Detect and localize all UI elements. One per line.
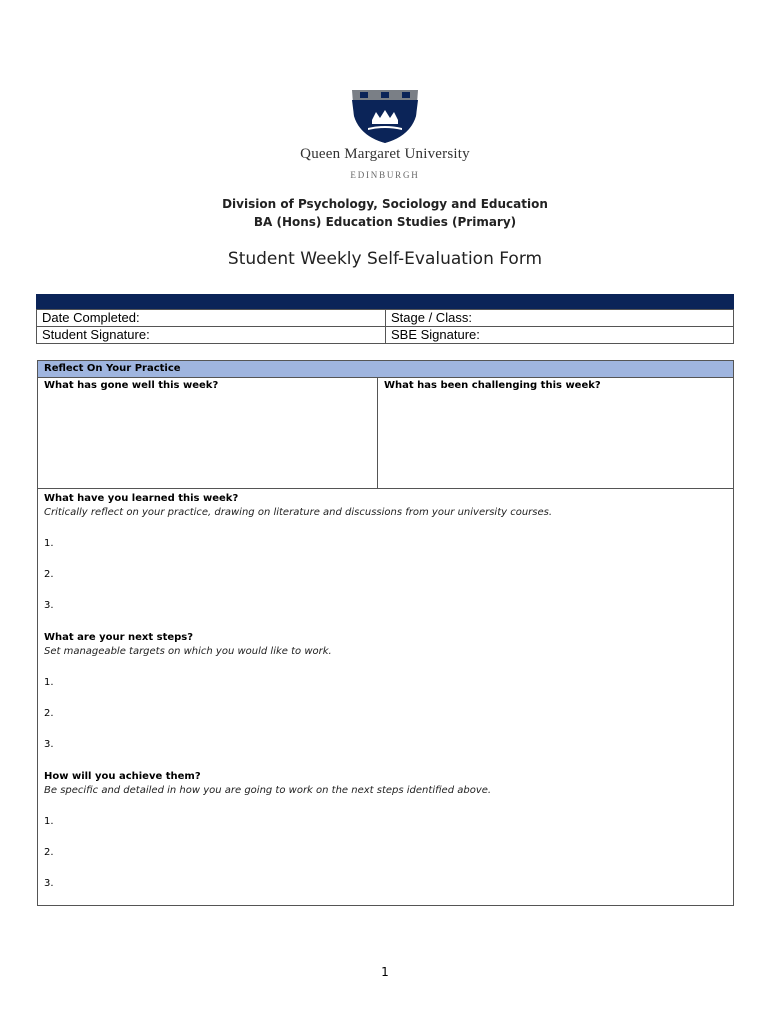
next-steps-section[interactable]	[38, 630, 733, 751]
achieve-hint: Be specific and detailed in how you are going to work on the next steps identified above.	[44, 785, 492, 796]
learned-item-2: 2.	[44, 569, 54, 580]
sbe-signature-field[interactable]: SBE Signature:	[386, 327, 734, 344]
achieve-item-1: 1.	[44, 816, 54, 827]
learned-question: What have you learned this week?	[44, 493, 239, 504]
programme-title: BA (Hons) Education Studies (Primary)	[253, 215, 517, 229]
division-title: Division of Psychology, Sociology and Education	[222, 197, 548, 211]
next-steps-item-2: 2.	[44, 708, 54, 719]
achieve-item-2: 2.	[44, 847, 54, 858]
university-city: EDINBURGH	[350, 170, 420, 180]
next-steps-item-3: 3.	[44, 739, 54, 750]
form-title: Student Weekly Self-Evaluation Form	[227, 249, 543, 269]
student-signature-field[interactable]: Student Signature:	[37, 327, 386, 344]
challenging-field[interactable]: What has been challenging this week?	[384, 380, 601, 391]
student-info-table	[36, 309, 734, 344]
stage-class-field[interactable]: Stage / Class:	[386, 310, 734, 327]
university-name: Queen Margaret University	[300, 146, 470, 162]
achieve-question: How will you achieve them?	[44, 771, 201, 782]
date-completed-field[interactable]: Date Completed:	[37, 310, 386, 327]
next-steps-hint: Set manageable targets on which you would like to work.	[44, 646, 332, 657]
learned-item-3: 3.	[44, 600, 54, 611]
university-crest-logo	[350, 86, 420, 144]
reflect-practice-section	[37, 360, 734, 906]
next-steps-item-1: 1.	[44, 677, 54, 688]
section-header: Reflect On Your Practice	[38, 361, 733, 378]
next-steps-question: What are your next steps?	[44, 632, 194, 643]
learned-section[interactable]	[38, 491, 733, 612]
gone-well-field[interactable]: What has gone well this week?	[38, 378, 378, 488]
page-number: 1	[381, 965, 389, 979]
learned-item-1: 1.	[44, 538, 54, 549]
achieve-section[interactable]	[38, 769, 733, 890]
header-bar	[36, 294, 734, 309]
learned-hint: Critically reflect on your practice, drawing on literature and discussions from your university courses.	[44, 507, 553, 518]
achieve-item-3: 3.	[44, 878, 54, 889]
